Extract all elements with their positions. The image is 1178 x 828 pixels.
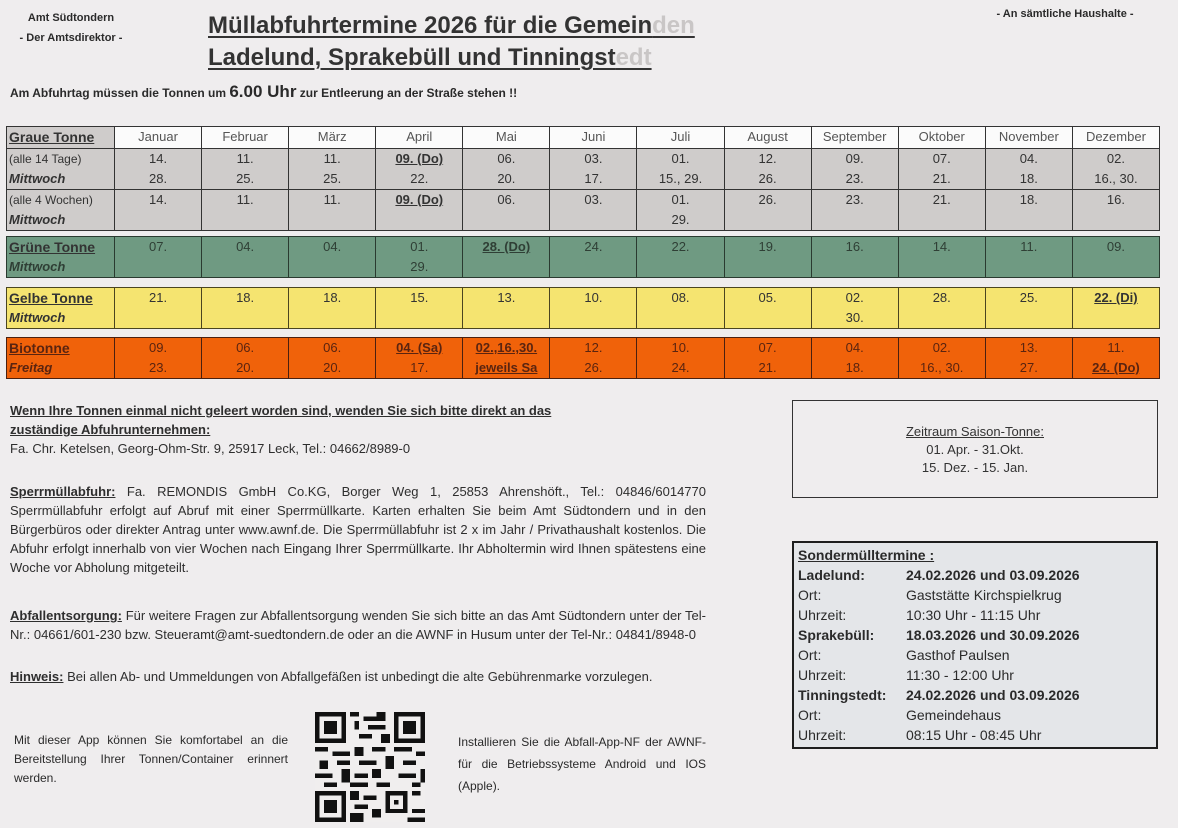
date-line-2	[289, 308, 375, 328]
date-cell	[811, 237, 898, 278]
month-header-januar: Januar	[115, 127, 202, 149]
date-line-1: 22. (Di)	[1094, 290, 1138, 305]
date-line-1: 26.	[758, 192, 777, 207]
authority-role: - Der Amtsdirektor -	[19, 32, 123, 44]
weekday: Mittwoch	[9, 310, 66, 325]
date-line-1: 28.	[932, 290, 951, 305]
date-cell	[724, 237, 811, 278]
date-cell	[550, 338, 637, 379]
zeit-label: Uhrzeit:	[798, 727, 847, 743]
date-cell	[811, 338, 898, 379]
date-line-2: 20.	[323, 360, 342, 375]
contact-heading-1: Wenn Ihre Tonnen einmal nicht geleert worden sind, wenden Sie sich bitte direkt an das	[10, 403, 552, 418]
date-cell	[898, 338, 985, 379]
date-cell	[115, 338, 202, 379]
hinweis-text: Bei allen Ab- und Ummeldungen von Abfallgefäßen ist unbedingt die alte Gebührenmarke vorzulegen.	[63, 669, 653, 684]
date-line-1: 05.	[758, 290, 777, 305]
date-line-1: 11.	[236, 151, 254, 166]
date-line-1: 22.	[671, 239, 690, 254]
month-header-dezember: Dezember	[1072, 127, 1159, 149]
date-cell	[202, 190, 289, 231]
date-line-1: 12.	[584, 340, 603, 355]
place-dates: 24.02.2026 und 03.09.2026	[906, 567, 1080, 583]
date-line-2	[899, 257, 985, 277]
date-line-1: 24.	[584, 239, 603, 254]
gelbe-tonne-label	[7, 288, 115, 329]
abfallentsorgung-heading: Abfallentsorgung:	[10, 608, 122, 623]
date-line-2: 27.	[1019, 360, 1038, 375]
month-header-oktober: Oktober	[898, 127, 985, 149]
date-line-2: 23.	[845, 171, 864, 186]
date-line-2: 24. (Do)	[1092, 360, 1140, 375]
notice-time: 6.00 Uhr	[229, 82, 297, 101]
date-line-2	[899, 308, 985, 328]
date-cell	[898, 190, 985, 231]
date-line-1: 21.	[149, 290, 168, 305]
month-header-märz: März	[289, 127, 376, 149]
sperrmuell-text: Fa. REMONDIS GmbH Co.KG, Borger Weg 1, 25853 Ahrenshöft., Tel.: 04846/6014770 Sperrmüllabfuhr erfolgt auf Abruf mit einer Sperrmüllkarte. Karten erhalten Sie beim Amt Südtondern und in den Bürgerbüros oder direkter Antrag unter www.awnf.de. Die Sperrmüllabfuhr ist 2 x im Jahr / Privathaushalt kostenlos. Die Abfuhr erfolgt innerhalb von vier Wochen nach Eingang Ihrer Sperrmüllkarte. Ihr Abholtermin wird Ihnen spätestens eine Woche vor Abholung mitgeteilt.	[10, 484, 706, 575]
date-line-2: 24.	[671, 360, 690, 375]
date-cell	[1072, 288, 1159, 329]
date-line-1: 11.	[1020, 239, 1038, 254]
zeit-label: Uhrzeit:	[798, 607, 847, 623]
date-line-1: 14.	[932, 239, 951, 254]
notice-pre: Am Abfuhrtag müssen die Tonnen um	[10, 86, 230, 100]
date-line-1: 06.	[323, 340, 342, 355]
date-line-2	[986, 210, 1072, 230]
date-cell	[985, 149, 1072, 190]
date-line-1: 11.	[236, 192, 254, 207]
date-cell	[898, 237, 985, 278]
date-line-1: 03.	[584, 151, 603, 166]
date-line-2: 26.	[758, 171, 777, 186]
date-line-1: 18.	[1019, 192, 1038, 207]
pickup-notice	[10, 82, 517, 102]
date-line-1: 03.	[584, 192, 603, 207]
sonder-place-row	[798, 625, 1152, 645]
bin-name: Gelbe Tonne	[9, 290, 93, 306]
date-line-2: 28.	[149, 171, 168, 186]
month-header-september: September	[811, 127, 898, 149]
graue-tonne-label	[7, 127, 115, 149]
date-line-1: 11.	[323, 151, 341, 166]
date-cell	[811, 288, 898, 329]
graue-14-label	[7, 149, 115, 190]
contact-address: Fa. Chr. Ketelsen, Georg-Ohm-Str. 9, 25917 Leck, Tel.: 04662/8989-0	[10, 441, 411, 456]
date-cell	[376, 338, 463, 379]
authority-block	[0, 8, 142, 48]
date-cell	[637, 149, 724, 190]
ort-value: Gemeindehaus	[906, 707, 1001, 723]
gruene-tonne-label	[7, 237, 115, 278]
weekday: Freitag	[9, 360, 53, 375]
contact-section	[10, 401, 710, 458]
date-line-1: 13.	[497, 290, 516, 305]
date-cell	[376, 190, 463, 231]
date-cell	[289, 190, 376, 231]
graue-tonne-table	[6, 126, 1160, 231]
date-line-2: 16., 30.	[920, 360, 964, 375]
date-line-1: 07.	[932, 151, 951, 166]
date-line-1: 28. (Do)	[482, 239, 531, 254]
date-line-1: 14.	[149, 192, 168, 207]
place-label: Ladelund:	[798, 567, 865, 583]
date-line-1: 06.	[497, 151, 516, 166]
date-line-2: jeweils Sa	[475, 360, 538, 375]
biotonne-table	[6, 337, 1160, 379]
title-line-2-faded: edt	[615, 44, 652, 71]
date-line-2	[550, 257, 636, 277]
date-line-2	[463, 210, 549, 230]
date-line-1: 09.	[1106, 239, 1125, 254]
date-cell	[1072, 190, 1159, 231]
date-cell	[985, 237, 1072, 278]
saison-heading: Zeitraum Saison-Tonne:	[905, 424, 1044, 439]
date-line-1: 02.	[932, 340, 951, 355]
date-cell	[985, 338, 1072, 379]
bio-row	[7, 338, 1160, 379]
sonder-place-row	[798, 685, 1152, 705]
date-cell	[463, 190, 550, 231]
date-line-2	[812, 257, 898, 277]
hinweis-heading: Hinweis:	[10, 669, 64, 684]
date-cell	[637, 237, 724, 278]
sonder-zeit-row	[798, 665, 1152, 685]
month-header-juli: Juli	[637, 127, 724, 149]
sonder-ort-row	[798, 645, 1152, 665]
saison-period-1: 01. Apr. - 31.Okt.	[926, 442, 1024, 457]
date-line-2	[202, 308, 288, 328]
date-cell	[376, 237, 463, 278]
date-cell	[202, 338, 289, 379]
title-line-1-faded: den	[652, 12, 695, 39]
app-reminder-text: Mit dieser App können Sie komfortabel an die Bereitstellung Ihrer Tonnen/Container erinnert werden.	[14, 733, 288, 785]
date-line-2: 20.	[236, 360, 255, 375]
date-line-1: 16.	[1106, 192, 1125, 207]
date-line-2	[115, 257, 201, 277]
date-line-1: 04. (Sa)	[396, 340, 443, 355]
date-line-2	[725, 257, 811, 277]
date-cell	[724, 288, 811, 329]
date-line-2: 16., 30.	[1094, 171, 1138, 186]
app-install-text: Installieren Sie die Abfall-App-NF der AWNF- für die Betriebssysteme Android und IOS (Apple).	[458, 735, 706, 793]
date-line-1: 15.	[410, 290, 429, 305]
date-cell	[985, 288, 1072, 329]
date-line-1: 01.	[671, 192, 690, 207]
sonder-ort-row	[798, 705, 1152, 725]
date-line-1: 14.	[149, 151, 168, 166]
biotonne-label	[7, 338, 115, 379]
date-cell	[550, 149, 637, 190]
date-line-2	[115, 308, 201, 328]
date-cell	[463, 288, 550, 329]
date-line-2	[202, 257, 288, 277]
date-line-2	[550, 210, 636, 230]
place-dates: 24.02.2026 und 03.09.2026	[906, 687, 1080, 703]
zeit-value: 08:15 Uhr - 08:45 Uhr	[906, 727, 1042, 743]
date-line-2: 25.	[323, 171, 342, 186]
date-line-1: 04.	[1019, 151, 1038, 166]
date-line-1: 23.	[845, 192, 864, 207]
date-line-2	[202, 210, 288, 230]
date-cell	[985, 190, 1072, 231]
date-cell	[376, 288, 463, 329]
date-line-2	[463, 308, 549, 328]
date-line-2: 17.	[584, 171, 603, 186]
date-cell	[724, 149, 811, 190]
date-cell	[811, 149, 898, 190]
date-line-2	[463, 257, 549, 277]
ort-label: Ort:	[798, 587, 822, 603]
weekday: Mittwoch	[9, 212, 66, 227]
notice-post: zur Entleerung an der Straße stehen !!	[296, 86, 518, 100]
date-line-2: 18.	[1019, 171, 1038, 186]
abfallentsorgung-text: Für weitere Fragen zur Abfallentsorgung wenden Sie sich bitte an das Amt Südtondern unter der Tel-Nr.: 04661/601-230 bzw. Steueramt@amt-suedtondern.de oder an die AWNF in Husum unter der Tel-Nr.: 04841/8948-0	[10, 608, 706, 642]
ort-value: Gasthof Paulsen	[906, 647, 1010, 663]
sonder-zeit-row	[798, 725, 1152, 745]
sondermuell-entries	[798, 565, 1152, 745]
date-cell	[550, 190, 637, 231]
date-cell	[724, 338, 811, 379]
date-cell	[202, 237, 289, 278]
date-line-2	[637, 308, 723, 328]
page-title	[208, 10, 695, 74]
date-line-2	[725, 308, 811, 328]
place-label: Sprakebüll:	[798, 627, 875, 643]
date-line-1: 09. (Do)	[395, 192, 444, 207]
hinweis-section	[10, 667, 706, 686]
graue-4w-label	[7, 190, 115, 231]
month-header-april: April	[376, 127, 463, 149]
date-line-1: 06.	[236, 340, 255, 355]
date-line-1: 21.	[932, 192, 951, 207]
sonder-ort-row	[798, 585, 1152, 605]
date-line-2: 15., 29.	[658, 171, 703, 186]
date-line-1: 10.	[584, 290, 603, 305]
date-cell	[724, 190, 811, 231]
date-line-2	[637, 257, 723, 277]
authority-name: Amt Südtondern	[27, 12, 115, 24]
date-line-1: 25.	[1019, 290, 1038, 305]
ort-label: Ort:	[798, 647, 822, 663]
date-line-2: 25.	[236, 171, 255, 186]
date-line-1: 11.	[323, 192, 341, 207]
date-line-1: 07.	[149, 239, 168, 254]
month-header-mai: Mai	[463, 127, 550, 149]
bin-name: Graue Tonne	[9, 129, 95, 145]
date-line-1: 06.	[497, 192, 516, 207]
date-cell	[898, 149, 985, 190]
gelbe-row	[7, 288, 1160, 329]
date-line-1: 09.	[845, 151, 864, 166]
date-line-1: 01.	[410, 239, 429, 254]
month-header-juni: Juni	[550, 127, 637, 149]
date-line-2	[115, 210, 201, 230]
graue-14-row	[7, 149, 1160, 190]
date-line-2	[986, 308, 1072, 328]
date-cell	[115, 149, 202, 190]
audience-label: - An sämtliche Haushalte -	[996, 8, 1134, 20]
place-label: Tinningstedt:	[798, 687, 887, 703]
date-line-2	[1073, 308, 1159, 328]
zeit-label: Uhrzeit:	[798, 667, 847, 683]
contact-heading-2: zuständige Abfuhrunternehmen:	[10, 422, 211, 437]
ort-label: Ort:	[798, 707, 822, 723]
bin-name: Grüne Tonne	[9, 239, 96, 255]
date-line-1: 18.	[323, 290, 342, 305]
date-line-1: 07.	[758, 340, 777, 355]
date-cell	[1072, 237, 1159, 278]
date-cell	[463, 237, 550, 278]
date-line-2	[289, 257, 375, 277]
date-cell	[463, 338, 550, 379]
date-line-1: 11.	[1107, 340, 1125, 355]
abfallentsorgung-section	[10, 606, 706, 644]
date-line-2	[725, 210, 811, 230]
date-line-2: 17.	[410, 360, 429, 375]
gelbe-tonne-table	[6, 287, 1160, 329]
bin-name: Biotonne	[9, 340, 70, 356]
qr-code-icon[interactable]	[315, 712, 425, 822]
date-line-1: 02.	[845, 290, 864, 305]
date-cell	[202, 149, 289, 190]
gruene-tonne-table	[6, 236, 1160, 278]
weekday: Mittwoch	[9, 171, 66, 186]
date-line-2: 22.	[410, 171, 429, 186]
date-cell	[811, 190, 898, 231]
date-cell	[202, 288, 289, 329]
zeit-value: 11:30 - 12:00 Uhr	[906, 667, 1014, 683]
title-line-2: Ladelund, Sprakebüll und Tinningst	[208, 44, 616, 71]
date-cell	[289, 338, 376, 379]
sperrmuell-heading: Sperrmüllabfuhr:	[10, 484, 116, 499]
date-cell	[637, 338, 724, 379]
date-cell	[550, 237, 637, 278]
date-cell	[898, 288, 985, 329]
date-line-1: 09.	[149, 340, 168, 355]
month-header-november: November	[985, 127, 1072, 149]
date-line-2	[289, 210, 375, 230]
graue-4w-row	[7, 190, 1160, 231]
date-cell	[289, 237, 376, 278]
date-line-2: 20.	[497, 171, 516, 186]
date-line-2	[899, 210, 985, 230]
date-cell	[637, 288, 724, 329]
date-line-1: 16.	[845, 239, 864, 254]
ort-value: Gaststätte Kirchspielkrug	[906, 587, 1062, 603]
date-line-2: 21.	[758, 360, 777, 375]
weekday: Mittwoch	[9, 259, 66, 274]
sonder-place-row	[798, 565, 1152, 585]
date-line-1: 10.	[671, 340, 690, 355]
date-line-1: 13.	[1019, 340, 1038, 355]
date-line-2: 18.	[845, 360, 864, 375]
date-line-2	[1073, 257, 1159, 277]
sondermuell-box	[792, 541, 1158, 749]
date-line-2: 21.	[932, 171, 951, 186]
date-line-2: 29.	[410, 259, 429, 274]
date-line-2: 23.	[149, 360, 168, 375]
place-dates: 18.03.2026 und 30.09.2026	[906, 627, 1080, 643]
date-line-2: 29.	[671, 212, 690, 227]
date-line-2	[986, 257, 1072, 277]
date-line-1: 18.	[236, 290, 255, 305]
date-line-1: 04.	[236, 239, 255, 254]
sonder-zeit-row	[798, 605, 1152, 625]
date-line-2	[812, 210, 898, 230]
date-line-1: 12.	[758, 151, 777, 166]
date-cell	[115, 190, 202, 231]
saison-box	[792, 400, 1158, 498]
month-header-row	[7, 127, 1160, 149]
date-cell	[463, 149, 550, 190]
date-line-2: 26.	[584, 360, 603, 375]
date-line-1: 04.	[845, 340, 864, 355]
date-cell	[289, 149, 376, 190]
date-line-1: 02.,16.,30.	[475, 340, 538, 355]
date-cell	[376, 149, 463, 190]
date-line-2: 30.	[845, 310, 864, 325]
title-line-1: Müllabfuhrtermine 2026 für die Gemein	[208, 12, 653, 39]
month-header-august: August	[724, 127, 811, 149]
date-cell	[637, 190, 724, 231]
date-cell	[115, 288, 202, 329]
saison-period-2: 15. Dez. - 15. Jan.	[921, 460, 1029, 475]
date-cell	[115, 237, 202, 278]
date-line-1: 19.	[758, 239, 777, 254]
date-line-2	[376, 308, 462, 328]
date-line-1: 08.	[671, 290, 690, 305]
date-line-1: 02.	[1106, 151, 1125, 166]
date-cell	[1072, 149, 1159, 190]
date-line-1: 01.	[671, 151, 690, 166]
sondermuell-heading: Sondermülltermine :	[798, 547, 935, 563]
gruene-row	[7, 237, 1160, 278]
interval-note: (alle 14 Tage)	[9, 152, 82, 166]
date-cell	[1072, 338, 1159, 379]
sperrmuell-section	[10, 482, 706, 577]
date-line-1: 04.	[323, 239, 342, 254]
date-line-2	[1073, 210, 1159, 230]
date-line-2	[376, 210, 462, 230]
month-header-februar: Februar	[202, 127, 289, 149]
date-line-2	[550, 308, 636, 328]
date-line-1: 09. (Do)	[395, 151, 444, 166]
zeit-value: 10:30 Uhr - 11:15 Uhr	[906, 607, 1041, 623]
date-cell	[550, 288, 637, 329]
interval-note: (alle 4 Wochen)	[9, 193, 93, 207]
date-cell	[289, 288, 376, 329]
